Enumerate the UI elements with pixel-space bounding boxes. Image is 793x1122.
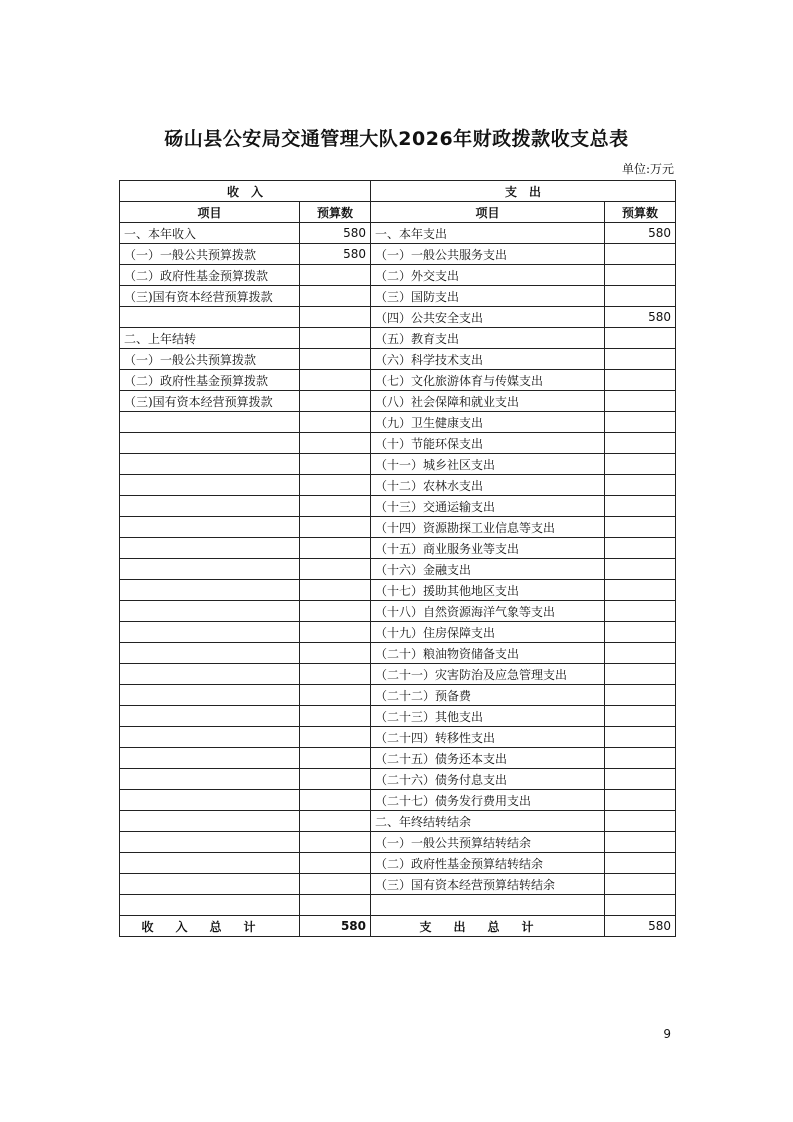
expense-item-cell: （四）公共安全支出 — [371, 307, 605, 328]
expense-budget-column-header: 预算数 — [605, 202, 676, 223]
income-item-cell: 二、上年结转 — [120, 328, 300, 349]
income-value-cell — [300, 727, 371, 748]
table-row — [120, 265, 676, 286]
table-row — [120, 769, 676, 790]
expense-value-cell — [605, 664, 676, 685]
income-value-cell — [300, 853, 371, 874]
table-row — [120, 748, 676, 769]
income-item-cell — [120, 832, 300, 853]
table-row — [120, 727, 676, 748]
expense-value-cell — [605, 244, 676, 265]
income-item-cell — [120, 580, 300, 601]
income-item-cell: （一）一般公共预算拨款 — [120, 244, 300, 265]
income-value-cell — [300, 643, 371, 664]
table-row — [120, 790, 676, 811]
expense-value-cell — [605, 349, 676, 370]
expense-value-cell — [605, 433, 676, 454]
income-item-cell — [120, 769, 300, 790]
expense-value-cell — [605, 286, 676, 307]
expense-value-cell: 580 — [605, 307, 676, 328]
expense-value-cell — [605, 874, 676, 895]
income-value-cell — [300, 265, 371, 286]
income-item-cell — [120, 853, 300, 874]
expense-value-cell — [605, 790, 676, 811]
expense-value-cell — [605, 769, 676, 790]
income-section-header: 收 入 — [120, 181, 371, 202]
income-value-cell: 580 — [300, 223, 371, 244]
income-value-cell — [300, 580, 371, 601]
income-budget-column-header: 预算数 — [300, 202, 371, 223]
table-row — [120, 307, 676, 328]
income-item-cell — [120, 559, 300, 580]
expense-value-cell — [605, 706, 676, 727]
expense-section-header: 支 出 — [371, 181, 676, 202]
expense-item-cell: 一、本年支出 — [371, 223, 605, 244]
expense-value-cell — [605, 265, 676, 286]
expense-item-cell: （三）国有资本经营预算结转结余 — [371, 874, 605, 895]
income-value-cell — [300, 622, 371, 643]
table-row — [120, 832, 676, 853]
expense-item-cell: （一）一般公共预算结转结余 — [371, 832, 605, 853]
income-value-cell — [300, 874, 371, 895]
income-value-cell — [300, 412, 371, 433]
expense-value-cell — [605, 853, 676, 874]
expense-item-cell: （十五）商业服务业等支出 — [371, 538, 605, 559]
expense-item-cell: （六）科学技术支出 — [371, 349, 605, 370]
income-item-cell — [120, 496, 300, 517]
table-row — [120, 706, 676, 727]
income-value-cell — [300, 559, 371, 580]
table-row — [120, 475, 676, 496]
expense-item-cell: （十二）农林水支出 — [371, 475, 605, 496]
table-row — [120, 391, 676, 412]
expense-value-cell — [605, 685, 676, 706]
income-item-cell — [120, 874, 300, 895]
total-expense-label: 支出总计 — [371, 916, 605, 937]
income-item-column-header: 项目 — [120, 202, 300, 223]
table-row — [120, 433, 676, 454]
income-value-cell — [300, 769, 371, 790]
page-number: 9 — [663, 1027, 671, 1041]
expense-item-cell: （二十二）预备费 — [371, 685, 605, 706]
expense-item-cell — [371, 895, 605, 916]
income-item-cell — [120, 664, 300, 685]
expense-item-cell: （二十四）转移性支出 — [371, 727, 605, 748]
income-value-cell — [300, 685, 371, 706]
income-value-cell — [300, 391, 371, 412]
expense-value-cell — [605, 391, 676, 412]
header-row-columns — [120, 202, 676, 223]
income-value-cell — [300, 706, 371, 727]
income-item-cell — [120, 433, 300, 454]
table-row — [120, 412, 676, 433]
expense-item-cell: （七）文化旅游体育与传媒支出 — [371, 370, 605, 391]
table-row — [120, 370, 676, 391]
expense-item-cell: （十三）交通运输支出 — [371, 496, 605, 517]
expense-value-cell — [605, 559, 676, 580]
table-row — [120, 454, 676, 475]
table-row — [120, 895, 676, 916]
income-item-cell — [120, 475, 300, 496]
expense-value-cell — [605, 538, 676, 559]
expense-item-cell: （二十一）灾害防治及应急管理支出 — [371, 664, 605, 685]
income-item-cell: （一）一般公共预算拨款 — [120, 349, 300, 370]
income-item-cell — [120, 538, 300, 559]
income-value-cell — [300, 811, 371, 832]
expense-value-cell — [605, 475, 676, 496]
expense-item-cell: （十）节能环保支出 — [371, 433, 605, 454]
total-income-value: 580 — [300, 916, 371, 937]
expense-value-cell — [605, 895, 676, 916]
income-item-cell — [120, 685, 300, 706]
expense-item-cell: （二）外交支出 — [371, 265, 605, 286]
header-row-sections — [120, 181, 676, 202]
expense-item-column-header: 项目 — [371, 202, 605, 223]
expense-value-cell — [605, 370, 676, 391]
income-item-cell — [120, 643, 300, 664]
expense-item-cell: （一）一般公共服务支出 — [371, 244, 605, 265]
income-item-cell — [120, 307, 300, 328]
expense-value-cell — [605, 328, 676, 349]
expense-item-cell: （十一）城乡社区支出 — [371, 454, 605, 475]
income-value-cell — [300, 748, 371, 769]
income-value-cell: 580 — [300, 244, 371, 265]
expense-value-cell — [605, 811, 676, 832]
expense-value-cell — [605, 601, 676, 622]
income-value-cell — [300, 496, 371, 517]
income-value-cell — [300, 601, 371, 622]
income-item-cell — [120, 706, 300, 727]
total-income-label: 收入总计 — [120, 916, 300, 937]
income-value-cell — [300, 307, 371, 328]
expense-item-cell: （十八）自然资源海洋气象等支出 — [371, 601, 605, 622]
table-row — [120, 559, 676, 580]
document-title: 砀山县公安局交通管理大队2026年财政拨款收支总表 — [164, 128, 629, 150]
income-value-cell — [300, 538, 371, 559]
total-expense-value: 580 — [605, 916, 676, 937]
table-row — [120, 874, 676, 895]
expense-value-cell — [605, 643, 676, 664]
income-value-cell — [300, 454, 371, 475]
expense-item-cell: （二十七）债务发行费用支出 — [371, 790, 605, 811]
table-row — [120, 538, 676, 559]
income-value-cell — [300, 433, 371, 454]
expense-item-cell: （二十六）债务付息支出 — [371, 769, 605, 790]
income-item-cell — [120, 517, 300, 538]
table-row — [120, 685, 676, 706]
income-item-cell — [120, 811, 300, 832]
table-row — [120, 286, 676, 307]
income-item-cell: 一、本年收入 — [120, 223, 300, 244]
table-row — [120, 244, 676, 265]
unit-label: 单位:万元 — [621, 162, 674, 176]
income-item-cell: （二）政府性基金预算拨款 — [120, 265, 300, 286]
expense-value-cell: 580 — [605, 223, 676, 244]
expense-item-cell: （十九）住房保障支出 — [371, 622, 605, 643]
income-value-cell — [300, 517, 371, 538]
income-value-cell — [300, 286, 371, 307]
expense-value-cell — [605, 496, 676, 517]
table-row — [120, 328, 676, 349]
income-value-cell — [300, 790, 371, 811]
expense-item-cell: （八）社会保障和就业支出 — [371, 391, 605, 412]
expense-item-cell: （五）教育支出 — [371, 328, 605, 349]
expense-item-cell: （九）卫生健康支出 — [371, 412, 605, 433]
expense-item-cell: （二十五）债务还本支出 — [371, 748, 605, 769]
income-item-cell: （二）政府性基金预算拨款 — [120, 370, 300, 391]
expense-value-cell — [605, 748, 676, 769]
income-value-cell — [300, 895, 371, 916]
income-item-cell — [120, 748, 300, 769]
table-row — [120, 496, 676, 517]
income-value-cell — [300, 349, 371, 370]
expense-item-cell: （二）政府性基金预算结转结余 — [371, 853, 605, 874]
table-row — [120, 349, 676, 370]
income-value-cell — [300, 475, 371, 496]
table-row — [120, 622, 676, 643]
income-value-cell — [300, 370, 371, 391]
income-item-cell: （三)国有资本经营预算拨款 — [120, 391, 300, 412]
expense-value-cell — [605, 517, 676, 538]
expense-value-cell — [605, 622, 676, 643]
expense-item-cell: （二十）粮油物资储备支出 — [371, 643, 605, 664]
expense-value-cell — [605, 832, 676, 853]
income-item-cell — [120, 622, 300, 643]
table-row — [120, 853, 676, 874]
expense-item-cell: （十七）援助其他地区支出 — [371, 580, 605, 601]
expense-value-cell — [605, 454, 676, 475]
income-item-cell — [120, 601, 300, 622]
table-row — [120, 223, 676, 244]
expense-item-cell: （三）国防支出 — [371, 286, 605, 307]
income-item-cell — [120, 790, 300, 811]
budget-table — [119, 180, 676, 937]
income-value-cell — [300, 664, 371, 685]
table-row — [120, 811, 676, 832]
table-row — [120, 517, 676, 538]
income-item-cell: （三)国有资本经营预算拨款 — [120, 286, 300, 307]
table-row — [120, 643, 676, 664]
total-row — [120, 916, 676, 937]
table-row — [120, 601, 676, 622]
expense-item-cell: （十四）资源勘探工业信息等支出 — [371, 517, 605, 538]
expense-value-cell — [605, 580, 676, 601]
income-item-cell — [120, 895, 300, 916]
expense-item-cell: 二、年终结转结余 — [371, 811, 605, 832]
income-value-cell — [300, 832, 371, 853]
expense-value-cell — [605, 412, 676, 433]
table-row — [120, 580, 676, 601]
expense-item-cell: （二十三）其他支出 — [371, 706, 605, 727]
income-item-cell — [120, 727, 300, 748]
income-item-cell — [120, 454, 300, 475]
income-item-cell — [120, 412, 300, 433]
income-value-cell — [300, 328, 371, 349]
expense-item-cell: （十六）金融支出 — [371, 559, 605, 580]
expense-value-cell — [605, 727, 676, 748]
table-row — [120, 664, 676, 685]
